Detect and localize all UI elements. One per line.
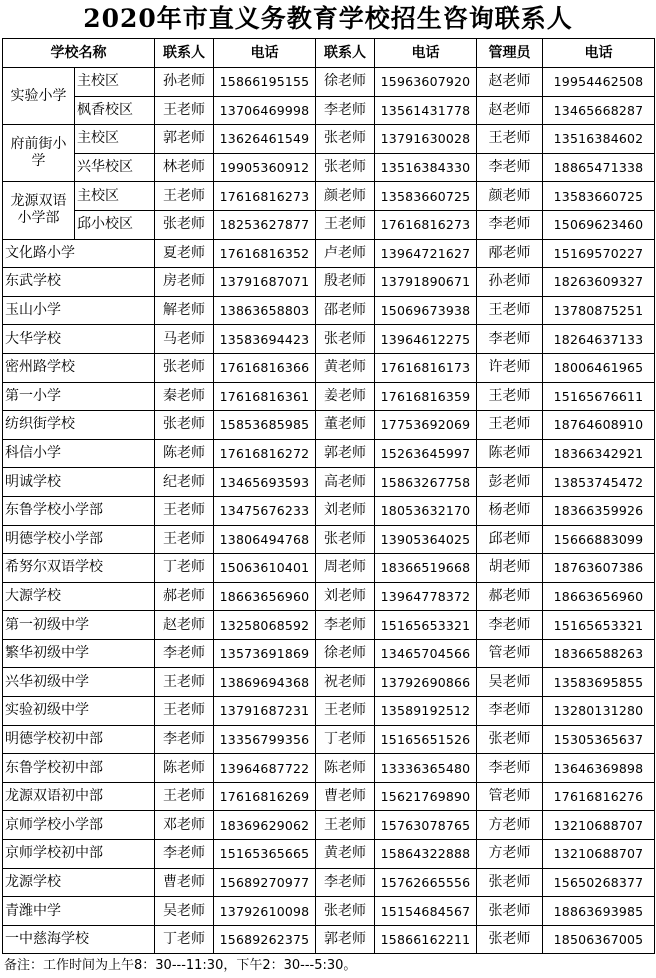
- contact-2-name: 刘老师: [316, 582, 375, 611]
- table-row: [3, 268, 655, 297]
- school-name: 纺织街学校: [3, 411, 155, 440]
- admin-phone: 13583695855: [543, 668, 655, 697]
- contact-2-name: 郭老师: [316, 925, 375, 954]
- admin-phone: 18764608910: [543, 411, 655, 440]
- contact-1-name: 李老师: [155, 725, 214, 754]
- admin-phone: 18663656960: [543, 582, 655, 611]
- contact-2-name: 张老师: [316, 153, 375, 182]
- contact-2-phone: 15165651526: [375, 725, 477, 754]
- school-name: 第一初级中学: [3, 611, 155, 640]
- contact-1-phone: 13863658803: [214, 296, 316, 325]
- table-row: [3, 411, 655, 440]
- admin-phone: 17616816276: [543, 782, 655, 811]
- contact-2-phone: 13791630028: [375, 125, 477, 154]
- page-title: 2020年市直义务教育学校招生咨询联系人: [83, 4, 573, 33]
- contact-2-phone: 17616816359: [375, 382, 477, 411]
- table-row: [3, 697, 655, 726]
- contact-2-phone: 13792690866: [375, 668, 477, 697]
- contact-1-name: 邓老师: [155, 811, 214, 840]
- school-name: 明德学校小学部: [3, 525, 155, 554]
- contact-2-phone: 15069673938: [375, 296, 477, 325]
- contact-2-name: 李老师: [316, 868, 375, 897]
- contact-1-name: 解老师: [155, 296, 214, 325]
- contact-2-phone: 13465704566: [375, 639, 477, 668]
- table-row: [3, 296, 655, 325]
- contact-2-name: 颜老师: [316, 182, 375, 211]
- contact-2-phone: 15863267758: [375, 468, 477, 497]
- campus-name: 邱小校区: [75, 210, 155, 239]
- admin-name: 王老师: [477, 411, 543, 440]
- admin-name: 许老师: [477, 353, 543, 382]
- contact-1-phone: 15689262375: [214, 925, 316, 954]
- contact-1-name: 王老师: [155, 496, 214, 525]
- campus-name: 主校区: [75, 125, 155, 154]
- contact-2-phone: 13964612275: [375, 325, 477, 354]
- contact-1-name: 张老师: [155, 210, 214, 239]
- header-school: 学校名称: [3, 39, 155, 68]
- admin-phone: 18264637133: [543, 325, 655, 354]
- contact-2-phone: 13905364025: [375, 525, 477, 554]
- school-name: 大华学校: [3, 325, 155, 354]
- contact-1-phone: 13626461549: [214, 125, 316, 154]
- campus-name: 兴华校区: [75, 153, 155, 182]
- contact-2-phone: 15864322888: [375, 840, 477, 869]
- contact-1-phone: 13356799356: [214, 725, 316, 754]
- header-phone-2: 电话: [375, 39, 477, 68]
- school-name: 玉山小学: [3, 296, 155, 325]
- admin-phone: 18366342921: [543, 439, 655, 468]
- table-row: [3, 96, 655, 125]
- contact-1-phone: 13465693593: [214, 468, 316, 497]
- contact-1-phone: 18663656960: [214, 582, 316, 611]
- contact-1-name: 张老师: [155, 411, 214, 440]
- contact-2-name: 曹老师: [316, 782, 375, 811]
- contact-2-name: 陈老师: [316, 754, 375, 783]
- contact-2-phone: 13516384330: [375, 153, 477, 182]
- contact-2-name: 张老师: [316, 325, 375, 354]
- table-row: [3, 782, 655, 811]
- table-row: [3, 153, 655, 182]
- contact-2-name: 张老师: [316, 897, 375, 926]
- admin-phone: 15305365637: [543, 725, 655, 754]
- contact-1-name: 秦老师: [155, 382, 214, 411]
- contact-1-name: 郭老师: [155, 125, 214, 154]
- contact-2-phone: 15963607920: [375, 68, 477, 97]
- contact-2-name: 王老师: [316, 811, 375, 840]
- admin-name: 颜老师: [477, 182, 543, 211]
- contact-2-name: 姜老师: [316, 382, 375, 411]
- contact-2-phone: 13964721627: [375, 239, 477, 268]
- table-row: [3, 468, 655, 497]
- admin-name: 李老师: [477, 210, 543, 239]
- contact-1-name: 王老师: [155, 782, 214, 811]
- contact-1-phone: 13791687231: [214, 697, 316, 726]
- contact-2-name: 高老师: [316, 468, 375, 497]
- contact-1-name: 李老师: [155, 840, 214, 869]
- school-name: 龙源学校: [3, 868, 155, 897]
- contact-1-phone: 18369629062: [214, 811, 316, 840]
- school-name: 龙源双语初中部: [3, 782, 155, 811]
- contact-1-phone: 15866195155: [214, 68, 316, 97]
- contact-1-phone: 17616816269: [214, 782, 316, 811]
- table-row: [3, 868, 655, 897]
- admin-name: 邱老师: [477, 525, 543, 554]
- contact-1-name: 陈老师: [155, 439, 214, 468]
- contact-2-name: 王老师: [316, 697, 375, 726]
- table-row: [3, 382, 655, 411]
- contact-1-name: 王老师: [155, 96, 214, 125]
- contact-2-phone: 15154684567: [375, 897, 477, 926]
- school-name: 京师学校小学部: [3, 811, 155, 840]
- table-row: [3, 840, 655, 869]
- contact-1-name: 夏老师: [155, 239, 214, 268]
- header-contact-1: 联系人: [155, 39, 214, 68]
- admin-phone: 18506367005: [543, 925, 655, 954]
- contact-2-name: 丁老师: [316, 725, 375, 754]
- school-name: 青潍中学: [3, 897, 155, 926]
- admin-phone: 18763607386: [543, 554, 655, 583]
- admin-phone: 15650268377: [543, 868, 655, 897]
- admin-name: 王老师: [477, 125, 543, 154]
- table-row: [3, 182, 655, 211]
- contact-2-phone: 13964778372: [375, 582, 477, 611]
- contact-1-phone: 15165365665: [214, 840, 316, 869]
- contact-1-phone: 15689270977: [214, 868, 316, 897]
- admin-phone: 18263609327: [543, 268, 655, 297]
- admin-phone: 13516384602: [543, 125, 655, 154]
- footnote: 备注：工作时间为上午8：30---11:30，下午2：30---5:30。: [4, 958, 357, 974]
- contact-2-name: 周老师: [316, 554, 375, 583]
- admin-name: 管老师: [477, 639, 543, 668]
- contact-2-name: 王老师: [316, 210, 375, 239]
- contact-1-phone: 13706469998: [214, 96, 316, 125]
- contact-2-name: 祝老师: [316, 668, 375, 697]
- admin-name: 方老师: [477, 840, 543, 869]
- admin-phone: 15069623460: [543, 210, 655, 239]
- contact-1-phone: 13791687071: [214, 268, 316, 297]
- contact-1-name: 纪老师: [155, 468, 214, 497]
- campus-name: 枫香校区: [75, 96, 155, 125]
- table-row: [3, 639, 655, 668]
- admin-name: 李老师: [477, 611, 543, 640]
- contact-1-name: 林老师: [155, 153, 214, 182]
- admin-phone: 13646369898: [543, 754, 655, 783]
- contact-2-phone: 17753692069: [375, 411, 477, 440]
- admin-name: 李老师: [477, 325, 543, 354]
- admin-name: 杨老师: [477, 496, 543, 525]
- contact-table: [2, 38, 655, 954]
- admin-phone: 18006461965: [543, 353, 655, 382]
- contact-1-phone: 13475676233: [214, 496, 316, 525]
- admin-phone: 15165653321: [543, 611, 655, 640]
- contact-1-name: 陈老师: [155, 754, 214, 783]
- admin-name: 张老师: [477, 868, 543, 897]
- contact-2-phone: 13791890671: [375, 268, 477, 297]
- contact-1-name: 郝老师: [155, 582, 214, 611]
- admin-name: 张老师: [477, 725, 543, 754]
- contact-1-name: 王老师: [155, 182, 214, 211]
- contact-1-phone: 13964687722: [214, 754, 316, 783]
- contact-1-phone: 17616816272: [214, 439, 316, 468]
- contact-2-name: 张老师: [316, 125, 375, 154]
- contact-2-name: 李老师: [316, 611, 375, 640]
- school-name: 实验初级中学: [3, 697, 155, 726]
- admin-phone: 13210688707: [543, 811, 655, 840]
- contact-2-phone: 15763078765: [375, 811, 477, 840]
- contact-2-phone: 17616816273: [375, 210, 477, 239]
- contact-1-phone: 19905360912: [214, 153, 316, 182]
- contact-2-phone: 15621769890: [375, 782, 477, 811]
- school-name: 希努尔双语学校: [3, 554, 155, 583]
- contact-2-name: 卢老师: [316, 239, 375, 268]
- school-name: 文化路小学: [3, 239, 155, 268]
- admin-name: 张老师: [477, 925, 543, 954]
- school-name: 科信小学: [3, 439, 155, 468]
- header-contact-2: 联系人: [316, 39, 375, 68]
- header-phone-3: 电话: [543, 39, 655, 68]
- admin-name: 邴老师: [477, 239, 543, 268]
- contact-1-name: 王老师: [155, 668, 214, 697]
- header-admin: 管理员: [477, 39, 543, 68]
- contact-1-name: 吴老师: [155, 897, 214, 926]
- admin-name: 王老师: [477, 296, 543, 325]
- school-name: 东鲁学校初中部: [3, 754, 155, 783]
- contact-1-name: 孙老师: [155, 68, 214, 97]
- table-row: [3, 554, 655, 583]
- admin-phone: 15169570227: [543, 239, 655, 268]
- contact-2-phone: 15762665556: [375, 868, 477, 897]
- table-row: [3, 353, 655, 382]
- admin-name: 吴老师: [477, 668, 543, 697]
- admin-phone: 13853745472: [543, 468, 655, 497]
- school-name: 繁华初级中学: [3, 639, 155, 668]
- contact-1-phone: 13573691869: [214, 639, 316, 668]
- school-name: 龙源双语小学部: [3, 182, 75, 239]
- contact-2-phone: 13589192512: [375, 697, 477, 726]
- contact-1-name: 李老师: [155, 639, 214, 668]
- contact-2-phone: 17616816173: [375, 353, 477, 382]
- contact-2-name: 徐老师: [316, 639, 375, 668]
- table-row: [3, 582, 655, 611]
- table-row: [3, 68, 655, 97]
- admin-name: 王老师: [477, 382, 543, 411]
- school-name: 兴华初级中学: [3, 668, 155, 697]
- admin-name: 管老师: [477, 782, 543, 811]
- contact-2-name: 黄老师: [316, 840, 375, 869]
- admin-phone: 18865471338: [543, 153, 655, 182]
- contact-1-name: 曹老师: [155, 868, 214, 897]
- contact-2-phone: 13583660725: [375, 182, 477, 211]
- contact-1-name: 马老师: [155, 325, 214, 354]
- table-row: [3, 897, 655, 926]
- admin-name: 郝老师: [477, 582, 543, 611]
- contact-2-name: 李老师: [316, 96, 375, 125]
- admin-name: 张老师: [477, 897, 543, 926]
- header-phone-1: 电话: [214, 39, 316, 68]
- admin-phone: 18366359926: [543, 496, 655, 525]
- contact-2-phone: 18366519668: [375, 554, 477, 583]
- table-row: [3, 668, 655, 697]
- school-name: 东鲁学校小学部: [3, 496, 155, 525]
- admin-name: 方老师: [477, 811, 543, 840]
- contact-2-phone: 13561431778: [375, 96, 477, 125]
- contact-1-phone: 13258068592: [214, 611, 316, 640]
- table-row: [3, 925, 655, 954]
- contact-1-phone: 17616816361: [214, 382, 316, 411]
- contact-2-name: 邵老师: [316, 296, 375, 325]
- school-name: 第一小学: [3, 382, 155, 411]
- school-name: 实验小学: [3, 68, 75, 125]
- admin-name: 李老师: [477, 754, 543, 783]
- admin-name: 赵老师: [477, 96, 543, 125]
- table-row: [3, 496, 655, 525]
- contact-2-phone: 18053632170: [375, 496, 477, 525]
- table-row: [3, 239, 655, 268]
- contact-2-name: 黄老师: [316, 353, 375, 382]
- admin-name: 李老师: [477, 153, 543, 182]
- table-row: [3, 611, 655, 640]
- admin-phone: 18366588263: [543, 639, 655, 668]
- school-name: 东武学校: [3, 268, 155, 297]
- admin-name: 李老师: [477, 697, 543, 726]
- contact-1-phone: 13869694368: [214, 668, 316, 697]
- admin-phone: 18863693985: [543, 897, 655, 926]
- contact-2-phone: 15263645997: [375, 439, 477, 468]
- contact-1-name: 张老师: [155, 353, 214, 382]
- admin-name: 胡老师: [477, 554, 543, 583]
- school-name: 府前街小学: [3, 125, 75, 182]
- contact-1-name: 赵老师: [155, 611, 214, 640]
- contact-1-phone: 15063610401: [214, 554, 316, 583]
- school-name: 一中慈海学校: [3, 925, 155, 954]
- admin-phone: 13780875251: [543, 296, 655, 325]
- contact-2-name: 张老师: [316, 525, 375, 554]
- contact-2-name: 殷老师: [316, 268, 375, 297]
- contact-1-phone: 17616816273: [214, 182, 316, 211]
- school-name: 大源学校: [3, 582, 155, 611]
- admin-name: 赵老师: [477, 68, 543, 97]
- contact-1-phone: 13806494768: [214, 525, 316, 554]
- school-name: 明诚学校: [3, 468, 155, 497]
- table-row: [3, 525, 655, 554]
- contact-1-phone: 15853685985: [214, 411, 316, 440]
- admin-name: 彭老师: [477, 468, 543, 497]
- admin-phone: 19954462508: [543, 68, 655, 97]
- contact-2-name: 董老师: [316, 411, 375, 440]
- admin-name: 孙老师: [477, 268, 543, 297]
- table-row: [3, 811, 655, 840]
- contact-2-phone: 15165653321: [375, 611, 477, 640]
- table-row: [3, 125, 655, 154]
- table-row: [3, 325, 655, 354]
- contact-1-phone: 13583694423: [214, 325, 316, 354]
- admin-phone: 15666883099: [543, 525, 655, 554]
- school-name: 明德学校初中部: [3, 725, 155, 754]
- school-name: 密州路学校: [3, 353, 155, 382]
- contact-1-name: 王老师: [155, 525, 214, 554]
- table-row: [3, 725, 655, 754]
- contact-2-phone: 15866162211: [375, 925, 477, 954]
- table-row: [3, 754, 655, 783]
- contact-2-name: 郭老师: [316, 439, 375, 468]
- contact-1-name: 丁老师: [155, 925, 214, 954]
- campus-name: 主校区: [75, 182, 155, 211]
- table-row: [3, 439, 655, 468]
- contact-1-name: 王老师: [155, 697, 214, 726]
- table-header-row: [3, 39, 655, 68]
- admin-phone: 13583660725: [543, 182, 655, 211]
- contact-2-name: 刘老师: [316, 496, 375, 525]
- contact-1-name: 丁老师: [155, 554, 214, 583]
- table-row: [3, 210, 655, 239]
- contact-1-phone: 13792610098: [214, 897, 316, 926]
- admin-phone: 13465668287: [543, 96, 655, 125]
- admin-phone: 13280131280: [543, 697, 655, 726]
- admin-phone: 15165676611: [543, 382, 655, 411]
- contact-1-phone: 18253627877: [214, 210, 316, 239]
- contact-2-name: 徐老师: [316, 68, 375, 97]
- contact-1-name: 房老师: [155, 268, 214, 297]
- contact-2-phone: 13336365480: [375, 754, 477, 783]
- contact-1-phone: 17616816352: [214, 239, 316, 268]
- school-name: 京师学校初中部: [3, 840, 155, 869]
- campus-name: 主校区: [75, 68, 155, 97]
- admin-phone: 13210688707: [543, 840, 655, 869]
- contact-1-phone: 17616816366: [214, 353, 316, 382]
- admin-name: 陈老师: [477, 439, 543, 468]
